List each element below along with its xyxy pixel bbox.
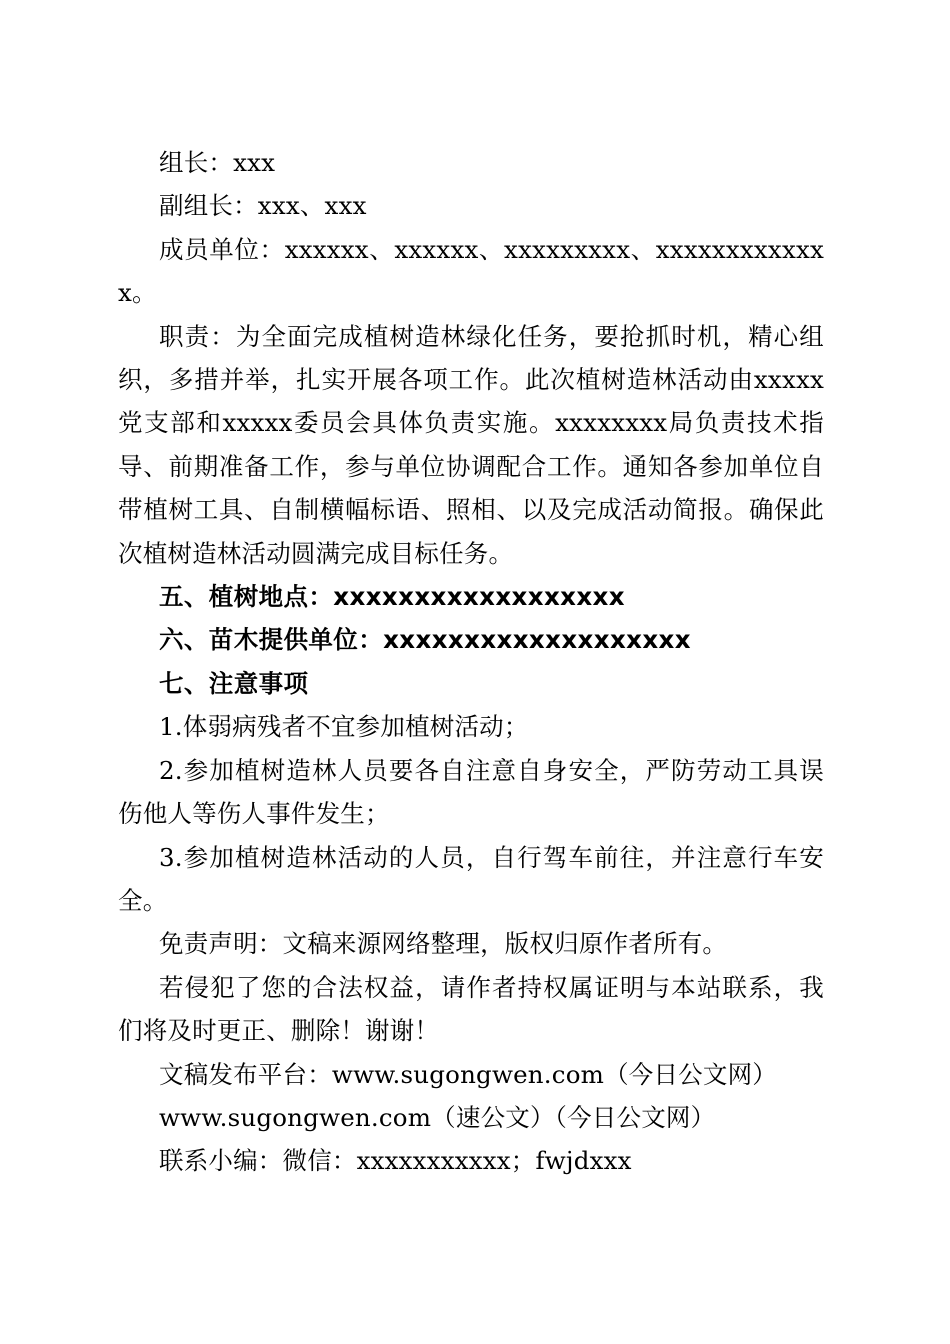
document-body xyxy=(118,141,824,1183)
group-leader-line: 组长：xxx xyxy=(159,148,276,177)
infringement-paragraph: 若侵犯了您的合法权益，请作者持权属证明与本站联系，我们将及时更正、删除！谢谢！ xyxy=(118,972,824,1046)
contact-line: 联系小编：微信：xxxxxxxxxxx；fwjdxxx xyxy=(159,1146,632,1176)
disclaimer-line: 免责声明：文稿来源网络整理，版权归原作者所有。 xyxy=(159,929,728,959)
member-units-line: 成员单位：xxxxxx、xxxxxx、xxxxxxxxx、xxxxxxxxxxxxx。 xyxy=(118,234,824,308)
deputy-leader-line: 副组长：xxx、xxx xyxy=(159,191,367,221)
section-seven-heading: 七、注意事项 xyxy=(159,668,309,698)
note-item: 3.参加植树造林活动的人员，自行驾车前往，并注意行车安全。 xyxy=(118,842,824,915)
section-six-heading: 六、苗木提供单位：xxxxxxxxxxxxxxxxxxx xyxy=(159,625,691,655)
platform-line: 文稿发布平台：www.sugongwen.com（今日公文网） xyxy=(159,1059,777,1089)
note-item: 1.体弱病残者不宜参加植树活动； xyxy=(159,712,529,742)
website-line: www.sugongwen.com（速公文）（今日公文网） xyxy=(159,1102,716,1132)
section-five-heading: 五、植树地点：xxxxxxxxxxxxxxxxxx xyxy=(159,582,625,612)
note-item: 2.参加植树造林人员要各自注意自身安全，严防劳动工具误伤他人等伤人事件发生； xyxy=(118,755,824,829)
duties-paragraph: 职责：为全面完成植树造林绿化任务，要抢抓时机，精心组织，多措并举，扎实开展各项工作。此次植树造林活动由xxxxx党支部和xxxxx委员会具体负责实施。xxxxxxxx局负责技术指导、前期准备工作，参与单位协调配合工作。通知各参加单位自带植树工具、自制横幅标语、照相、以及完成活动简报。确保此次植树造林活动圆满完成目标任务。 xyxy=(118,321,824,568)
